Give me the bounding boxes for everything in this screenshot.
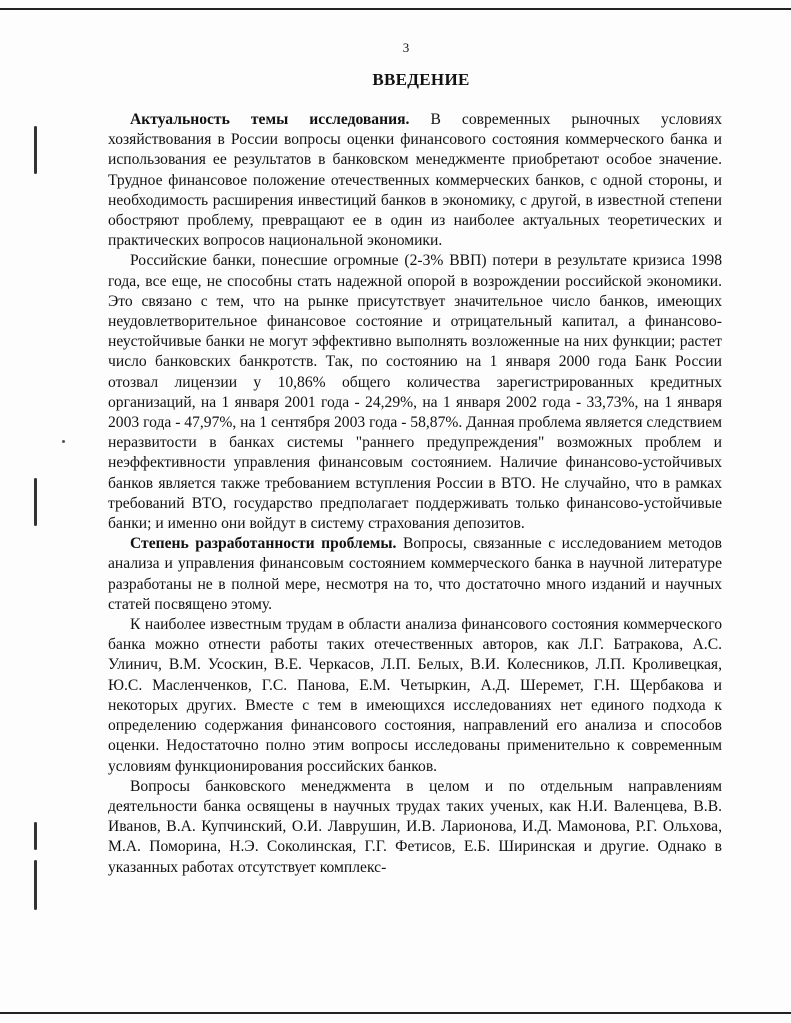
paragraph-bank-management bbox=[108, 777, 722, 878]
paragraph-research-degree bbox=[108, 534, 722, 615]
margin-mark bbox=[34, 126, 37, 174]
paragraph-lead: Степень разработанности проблемы. bbox=[130, 535, 397, 553]
paragraph-relevance bbox=[108, 110, 722, 251]
paragraph-banks-crisis bbox=[108, 251, 722, 534]
paragraph-text: Вопросы банковского менеджмента в целом и по отдельным направлениям деятельности банка освящены в научных трудах таких ученых, как Н.И. Валенцева, В.В. Иванов, В.А. Купчинский, О.И. Лаврушин, И.В. Ларионова, И.Д. Мамонова, Р.Г. Ольхова, М.А. Поморина, Н.Э. Соколинская, Г.Г. Фетисов, Е.Б. Ширинская и другие. Однако в указанных работах отсутствует комплекс- bbox=[108, 777, 722, 876]
section-heading: ВВЕДЕНИЕ bbox=[372, 70, 470, 89]
paragraph-text: К наиболее известным трудам в области анализа финансового состояния коммерческого банка можно отнести работы таких отечественных авторов, как Л.Г. Батракова, А.С. Улинич, В.М. Усоскин, В.Е. Черкасов, Л.П. Белых, В.И. Колесников, Л.П. Кроливецкая, Ю.С. Масленченков, Г.С. Панова, Е.М. Четыркин, А.Д. Шеремет, Г.Н. Щербакова и некоторых других. Вместе с тем в имеющихся исследованиях нет единого подхода к определению содержания финансового состояния, направлений его анализа и способов оценки. Недостаточно полно этим вопросы исследованы применительно к современным условиям функционирования российских банков. bbox=[108, 616, 722, 775]
top-scan-border bbox=[0, 8, 791, 10]
page-number: 3 bbox=[402, 40, 410, 55]
margin-speck bbox=[62, 440, 65, 443]
paragraph-text: В современных рыночных условиях хозяйствования в России вопросы оценки финансового состояния коммерческого банка и использования ее результатов в банковском менеджменте приобретают особое значение. Трудное финансовое положение отечественных коммерческих банков, с одной стороны, и необходимость расширения инвестиций банков в экономику, с другой, в известной степени обостряют проблему, превращают ее в один из наиболее актуальных теоретических и практических вопросов национальной экономики. bbox=[108, 111, 722, 250]
bottom-scan-border bbox=[0, 1012, 791, 1014]
margin-mark bbox=[34, 822, 37, 850]
paragraph-lead: Актуальность темы исследования. bbox=[130, 111, 410, 128]
body-text bbox=[108, 110, 722, 878]
paragraph-text: Вопросы, связанные с исследованием методов анализа и управления финансовым состоянием коммерческого банка в научной литературе разработаны не в полной мере, несмотря на то, что достаточно много изданий и научных статей посвящено этому. bbox=[108, 535, 723, 613]
paragraph-known-works bbox=[108, 615, 722, 777]
margin-mark bbox=[34, 860, 37, 910]
paragraph-text: Российские банки, понесшие огромные (2-3% ВВП) потери в результате кризиса 1998 года, все еще, не способны стать надежной опорой в возрождении российской экономики. Это связано с тем, что на рынке присутствует значительное число банков, имеющих неудовлетворительное финансовое состояние и отрицательный капитал, а финансово-неустойчивые банки не могут эффективно выполнять возложенные на них функции; растет число банковских банкротств. Так, по состоянию на 1 января 2000 года Банк России отозвал лицензии у 10,86% общего количества зарегистрированных кредитных организаций, на 1 января 2001 года - 24,29%, на 1 января 2002 года - 33,73%, на 1 января 2003 года - 47,97%, на 1 сентября 2003 года - 58,87%. Данная проблема является следствием неразвитости в банках системы "раннего предупреждения" возможных проблем и неэффективности управления финансовым состоянием. Наличие финансово-устойчивых банков является также требованием вступления России в ВТО. Не случайно, что в рамках требований ВТО, государство предполагает поддерживать только финансово-устойчивые банки; и именно они войдут в систему страхования депозитов. bbox=[108, 252, 722, 533]
margin-mark bbox=[34, 478, 37, 526]
